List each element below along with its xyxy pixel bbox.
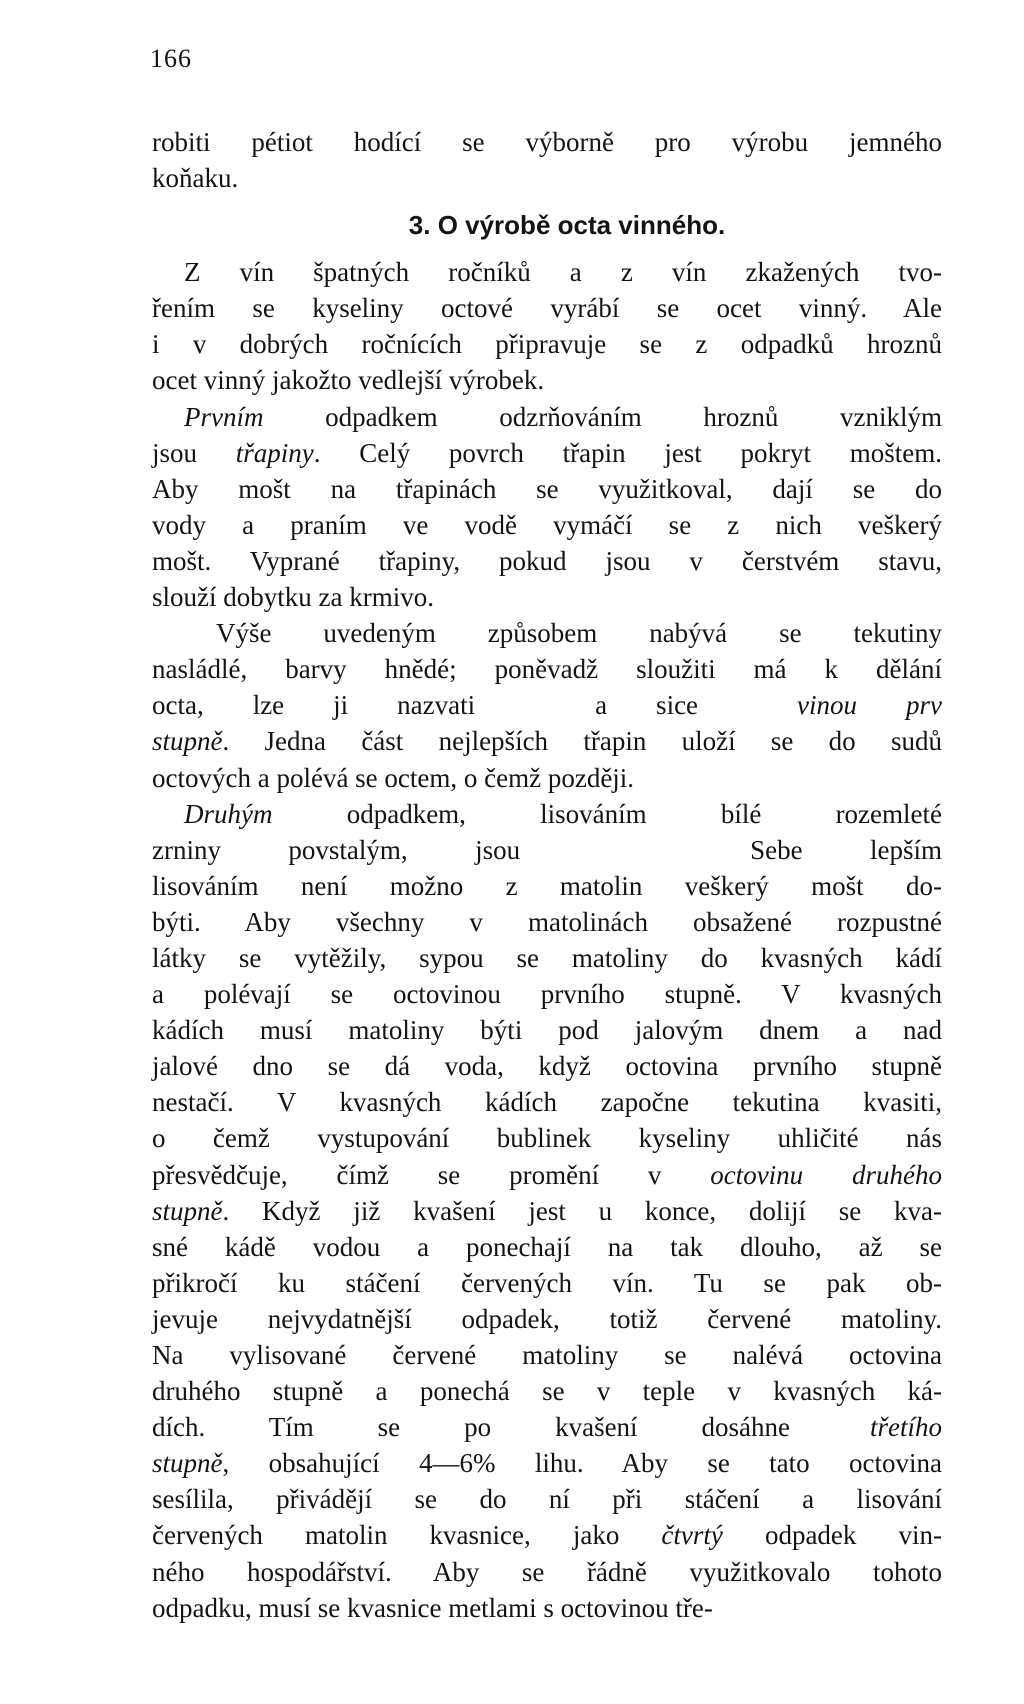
text-line [152, 290, 942, 326]
text-run: sné kádě vodou a ponechají na tak dlouho, až se [152, 1231, 942, 1262]
text-line [152, 1084, 942, 1120]
text-line [152, 1373, 942, 1409]
text-run: . Když již kvašení jest u konce, dolijí se kva- [222, 1195, 942, 1226]
text-line [152, 471, 942, 507]
text-line [152, 254, 942, 290]
text-run: lisováním není možno z matolin veškerý mošt do- [152, 870, 942, 901]
text-run: Aby mošt na třapinách se využitkoval, dají se do [152, 473, 942, 504]
text-run: octa, lze ji nazvati [152, 690, 476, 721]
italic-term: třapiny [235, 437, 314, 468]
text-run: odpadku, musí se kvasnice metlami s octovinou tře- [152, 1592, 713, 1623]
text-run: ného hospodářství. Aby se řádně využitkovalo tohoto [152, 1556, 942, 1587]
text-line [152, 904, 942, 940]
text-run: látky se vytěžily, sypou se matoliny do kvasných kádí [152, 942, 942, 973]
text-line [152, 976, 942, 1012]
italic-term: stupně [152, 1448, 223, 1479]
text-run: slouží dobytku za krmivo. [152, 582, 434, 613]
text-run: Na vylisované červené matoliny se nalévá octovina [152, 1340, 942, 1370]
italic-term: třetího [870, 1412, 942, 1443]
text-run: . Jedna část nejlepších třapin uloží se do sudů [222, 726, 942, 757]
italic-term: stupně [152, 726, 223, 757]
text-line [152, 507, 942, 543]
text-run: Výše uvedeným způsobem nabývá se tekutiny [216, 618, 942, 649]
text-run: a polévají se octovinou prvního stupně. V kvasných [152, 979, 942, 1010]
italic-term: čtvrtý [661, 1520, 723, 1551]
page-number: 166 [150, 44, 192, 73]
text-line [152, 1481, 942, 1517]
text-line [152, 1157, 942, 1193]
text-run: odpadek vin- [722, 1520, 942, 1551]
text-line [152, 796, 942, 832]
text-run: přikročí ku stáčení červených vín. Tu se pak ob- [152, 1267, 942, 1298]
text-line [152, 1301, 942, 1337]
text-line [152, 399, 942, 435]
text-run: nestačí. V kvasných kádích započne tekutina kvasiti, [152, 1087, 942, 1118]
text-line [152, 1554, 942, 1590]
text-line [152, 1120, 942, 1156]
text-run: o čemž vystupování bublinek kyseliny uhličité nás [152, 1123, 942, 1154]
text-line [152, 723, 942, 759]
text-run: vody a praním ve vodě vymáčí se z nich veškerý [152, 509, 942, 540]
text-run: , obsahující 4—6% lihu. Aby se tato octovina [222, 1448, 942, 1479]
text-line [152, 543, 942, 579]
body-text [152, 124, 942, 1626]
text-line [152, 940, 942, 976]
text-line [152, 651, 942, 687]
text-line [152, 1409, 942, 1445]
text-run: . Celý povrch třapin jest pokryt moštem. [313, 437, 942, 468]
text-run: jsou [152, 437, 236, 468]
text-line [152, 435, 942, 471]
text-run: zrniny povstalým, jsou [152, 834, 521, 865]
text-line [152, 868, 942, 904]
text-run: býti. Aby všechny v matolinách obsažené rozpustné [152, 906, 942, 937]
text-line [152, 1012, 942, 1048]
text-run: jalové dno se dá voda, když octovina prvního stupně [152, 1051, 942, 1082]
text-run: druhého stupně a ponechá se v teple v kvasných ká- [152, 1376, 942, 1407]
text-line [152, 124, 942, 160]
text-run: a sice [595, 690, 748, 721]
text-line [152, 1337, 942, 1373]
text-run: přesvědčuje, čímž se promění v [152, 1159, 711, 1190]
text-run: odpadkem odzrňováním hroznů vzniklým [263, 401, 942, 432]
italic-term: octovinu druhého [710, 1159, 942, 1190]
text-line [152, 579, 942, 615]
text-run: odpadkem, lisováním bílé rozemleté [272, 798, 942, 829]
section-heading: 3. O výrobě octa vinného. [408, 210, 726, 241]
italic-term: vinou prv [797, 690, 942, 721]
text-line [152, 760, 942, 796]
italic-term: Druhým [184, 798, 273, 829]
text-run: jevuje nejvydatnější odpadek, totiž červené matoliny. [152, 1303, 942, 1334]
text-line [152, 687, 942, 723]
text-line [152, 1048, 942, 1084]
text-run: Sebe lepším [750, 834, 943, 865]
text-line [152, 832, 942, 868]
text-run: sesílila, přivádějí se do ní při stáčení a lisování [152, 1484, 942, 1515]
text-run: řením se kyseliny octové vyrábí se ocet vinný. Ale [152, 293, 942, 324]
text-line [152, 1265, 942, 1301]
text-run: Z vín špatných ročníků a z vín zkažených tvo- [184, 257, 942, 288]
text-run: nasládlé, barvy hnědé; poněvadž sloužiti má k dělání [152, 654, 942, 685]
text-run: červených matolin kvasnice, jako [152, 1520, 662, 1551]
text-line [152, 1517, 942, 1553]
text-run: mošt. Vyprané třapiny, pokud jsou v čerstvém stavu, [152, 545, 942, 576]
text-line [152, 326, 942, 362]
text-line [152, 1445, 942, 1481]
text-run: octových a polévá se octem, o čemž později. [152, 762, 635, 793]
text-line [152, 160, 942, 196]
text-run: ocet vinný jakožto vedlejší výrobek. [152, 365, 545, 396]
text-run: robiti pétiot hodící se výborně pro výrobu jemného [152, 127, 942, 157]
text-run: kádích musí matoliny býti pod jalovým dnem a nad [152, 1015, 942, 1046]
text-run: dích. Tím se po kvašení dosáhne [152, 1412, 790, 1443]
italic-term: Prvním [184, 401, 264, 432]
italic-term: stupně [152, 1195, 223, 1226]
text-line [152, 1590, 942, 1626]
text-run: i v dobrých ročnících připravuje se z odpadků hroznů [152, 329, 942, 360]
text-line [152, 615, 942, 651]
text-run: koňaku. [152, 163, 239, 194]
text-line [152, 1229, 942, 1265]
text-line [152, 362, 942, 398]
text-line [152, 1193, 942, 1229]
